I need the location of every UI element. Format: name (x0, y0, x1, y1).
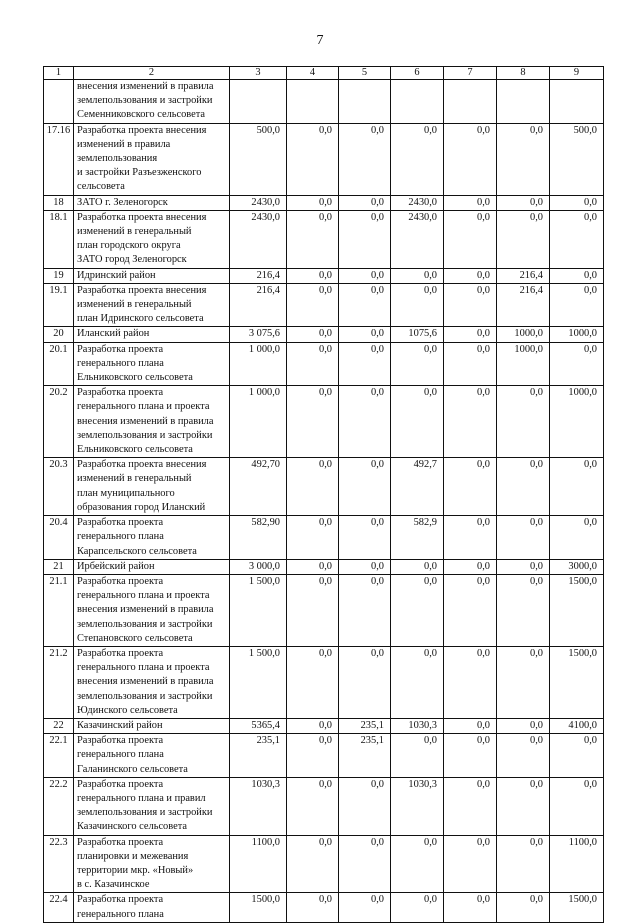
value-cell: 0,0 (339, 777, 391, 835)
description-line: Разработка проекта (77, 575, 164, 587)
value-cell: 0,0 (444, 283, 497, 327)
value-cell: 0,0 (339, 516, 391, 560)
value-cell: 0,0 (339, 386, 391, 458)
value-cell: 0,0 (287, 777, 339, 835)
description-line: землепользования и застройки (77, 429, 213, 441)
value-cell: 0,0 (391, 342, 444, 386)
value-cell: 1 000,0 (230, 386, 287, 458)
value-cell: 216,4 (497, 283, 550, 327)
value-cell: 0,0 (497, 195, 550, 210)
value-cell: 235,1 (339, 734, 391, 778)
value-cell: 0,0 (287, 835, 339, 893)
value-cell: 0,0 (497, 386, 550, 458)
value-cell: 0,0 (391, 559, 444, 574)
value-cell: 0,0 (550, 734, 604, 778)
value-cell: 216,4 (497, 268, 550, 283)
value-cell: 0,0 (339, 123, 391, 195)
header-cell: 3 (230, 67, 287, 80)
value-cell: 0,0 (444, 574, 497, 646)
value-cell: 0,0 (287, 646, 339, 718)
description-line: Иланский район (77, 328, 150, 340)
description-line: территории мкр. «Новый» (77, 864, 194, 876)
value-cell: 0,0 (497, 458, 550, 516)
value-cell: 0,0 (287, 210, 339, 268)
row-description (74, 516, 230, 560)
value-cell: 0,0 (444, 516, 497, 560)
row-description (74, 718, 230, 733)
value-cell: 1000,0 (497, 342, 550, 386)
value-cell: 0,0 (550, 268, 604, 283)
table-row (44, 123, 604, 195)
value-cell: 0,0 (287, 574, 339, 646)
value-cell: 0,0 (550, 777, 604, 835)
value-cell: 0,0 (444, 210, 497, 268)
description-line: генерального плана (77, 531, 164, 543)
row-description (74, 80, 230, 124)
value-cell: 0,0 (339, 268, 391, 283)
value-cell: 0,0 (444, 646, 497, 718)
row-number: 19 (44, 268, 74, 283)
value-cell: 1030,3 (230, 777, 287, 835)
row-number: 20.4 (44, 516, 74, 560)
value-cell: 0,0 (391, 893, 444, 922)
value-cell: 0,0 (339, 210, 391, 268)
value-cell: 0,0 (391, 574, 444, 646)
value-cell: 582,90 (230, 516, 287, 560)
value-cell: 0,0 (287, 327, 339, 342)
description-line: в с. Казачинское (77, 879, 150, 891)
value-cell: 0,0 (287, 342, 339, 386)
description-line: Казачинского сельсовета (77, 821, 187, 833)
description-line: генерального плана и правил (77, 792, 206, 804)
value-cell: 0,0 (444, 777, 497, 835)
value-cell: 3 000,0 (230, 559, 287, 574)
table-row (44, 268, 604, 283)
value-cell: 0,0 (391, 835, 444, 893)
value-cell: 0,0 (444, 718, 497, 733)
description-line: Ельниковского сельсовета (77, 444, 193, 456)
row-description (74, 559, 230, 574)
table-row (44, 893, 604, 922)
value-cell: 1500,0 (550, 893, 604, 922)
value-cell: 5365,4 (230, 718, 287, 733)
value-cell: 0,0 (287, 718, 339, 733)
row-description (74, 574, 230, 646)
value-cell: 0,0 (550, 195, 604, 210)
table-row (44, 516, 604, 560)
value-cell: 0,0 (550, 283, 604, 327)
description-line: Разработка проекта внесения (77, 459, 207, 471)
header-cell: 8 (497, 67, 550, 80)
row-number: 21.2 (44, 646, 74, 718)
description-line: план Идринского сельсовета (77, 313, 204, 325)
page-number: 7 (316, 33, 324, 48)
value-cell: 1000,0 (550, 327, 604, 342)
table-row (44, 283, 604, 327)
value-cell: 0,0 (287, 559, 339, 574)
value-cell: 2430,0 (391, 210, 444, 268)
value-cell: 1075,6 (391, 327, 444, 342)
row-number: 20 (44, 327, 74, 342)
row-description (74, 195, 230, 210)
value-cell: 1500,0 (550, 574, 604, 646)
value-cell: 0,0 (497, 210, 550, 268)
value-cell: 0,0 (497, 893, 550, 922)
value-cell: 1100,0 (230, 835, 287, 893)
value-cell (391, 80, 444, 124)
description-line: землепользования и застройки (77, 618, 213, 630)
description-line: ЗАТО город Зеленогорск (77, 254, 187, 266)
value-cell: 0,0 (444, 327, 497, 342)
value-cell: 1500,0 (550, 646, 604, 718)
value-cell: 0,0 (444, 734, 497, 778)
row-number: 22 (44, 718, 74, 733)
description-line: планировки и межевания (77, 850, 189, 862)
description-line: Разработка проекта (77, 517, 164, 529)
row-description (74, 268, 230, 283)
value-cell: 0,0 (497, 559, 550, 574)
description-line: изменений в генеральный (77, 473, 192, 485)
description-line: землепользования и застройки (77, 807, 213, 819)
table-row (44, 80, 604, 124)
table-row (44, 718, 604, 733)
value-cell: 0,0 (287, 195, 339, 210)
value-cell: 0,0 (391, 123, 444, 195)
header-cell: 5 (339, 67, 391, 80)
description-line: Разработка проекта внесения (77, 124, 207, 136)
description-line: Ельниковского сельсовета (77, 372, 193, 384)
row-number: 20.1 (44, 342, 74, 386)
value-cell: 0,0 (497, 123, 550, 195)
value-cell: 0,0 (391, 283, 444, 327)
description-line: Ирбейский район (77, 560, 155, 572)
description-line: внесения изменений в правила (77, 81, 214, 92)
value-cell: 216,4 (230, 283, 287, 327)
value-cell: 2430,0 (230, 195, 287, 210)
value-cell: 216,4 (230, 268, 287, 283)
table-row (44, 574, 604, 646)
value-cell: 500,0 (230, 123, 287, 195)
table-body (44, 67, 604, 923)
description-line: план муниципального (77, 487, 175, 499)
value-cell: 0,0 (497, 835, 550, 893)
row-description (74, 327, 230, 342)
description-line: ЗАТО г. Зеленогорск (77, 196, 168, 208)
description-line: внесения изменений в правила (77, 676, 214, 688)
description-line: генерального плана и проекта (77, 662, 210, 674)
value-cell: 0,0 (444, 458, 497, 516)
value-cell: 1030,3 (391, 718, 444, 733)
value-cell: 0,0 (497, 574, 550, 646)
table-row (44, 777, 604, 835)
description-line: Степановского сельсовета (77, 632, 193, 644)
description-line: генерального плана (77, 908, 164, 920)
row-number: 22.1 (44, 734, 74, 778)
value-cell: 0,0 (339, 559, 391, 574)
value-cell: 492,7 (391, 458, 444, 516)
value-cell: 0,0 (391, 734, 444, 778)
value-cell: 1500,0 (230, 893, 287, 922)
value-cell: 0,0 (391, 268, 444, 283)
row-description (74, 123, 230, 195)
table-row (44, 342, 604, 386)
description-line: Семенниковского сельсовета (77, 109, 206, 121)
description-line: внесения изменений в правила (77, 415, 214, 427)
description-line: генерального плана и проекта (77, 590, 210, 602)
value-cell: 0,0 (444, 835, 497, 893)
value-cell: 0,0 (339, 283, 391, 327)
description-line: Юдинского сельсовета (77, 704, 178, 716)
row-description (74, 734, 230, 778)
description-line: изменений в генеральный (77, 226, 192, 238)
value-cell: 0,0 (550, 516, 604, 560)
header-row (44, 67, 604, 80)
description-line: образования город Иланский (77, 501, 206, 513)
value-cell: 500,0 (550, 123, 604, 195)
description-line: Идринский район (77, 269, 156, 281)
description-line: и застройки Разъезженского (77, 167, 202, 179)
value-cell: 0,0 (287, 283, 339, 327)
row-number (44, 80, 74, 124)
table-row (44, 195, 604, 210)
description-line: Разработка проекта (77, 647, 164, 659)
description-line: Разработка проекта (77, 387, 164, 399)
value-cell: 1 500,0 (230, 646, 287, 718)
value-cell: 0,0 (444, 195, 497, 210)
value-cell: 0,0 (339, 893, 391, 922)
description-line: Разработка проекта (77, 836, 164, 848)
row-number: 21.1 (44, 574, 74, 646)
value-cell: 1 500,0 (230, 574, 287, 646)
value-cell: 0,0 (287, 893, 339, 922)
description-line: сельсовета (77, 181, 125, 193)
value-cell: 0,0 (287, 734, 339, 778)
row-number: 18 (44, 195, 74, 210)
value-cell (497, 80, 550, 124)
header-cell: 6 (391, 67, 444, 80)
value-cell: 0,0 (287, 386, 339, 458)
value-cell: 492,70 (230, 458, 287, 516)
table-row (44, 386, 604, 458)
row-number: 22.2 (44, 777, 74, 835)
value-cell: 0,0 (339, 342, 391, 386)
row-description (74, 777, 230, 835)
table-row (44, 458, 604, 516)
value-cell: 0,0 (550, 342, 604, 386)
value-cell: 1030,3 (391, 777, 444, 835)
description-line: Галанинского сельсовета (77, 763, 188, 775)
description-line: землепользования и застройки (77, 95, 213, 107)
value-cell (444, 80, 497, 124)
description-line: Разработка проекта (77, 343, 164, 355)
value-cell: 0,0 (287, 268, 339, 283)
value-cell: 0,0 (287, 516, 339, 560)
row-number: 19.1 (44, 283, 74, 327)
description-line: землепользования (77, 153, 158, 165)
row-description (74, 386, 230, 458)
row-number: 18.1 (44, 210, 74, 268)
header-cell: 9 (550, 67, 604, 80)
value-cell: 1000,0 (550, 386, 604, 458)
description-line: генерального плана и проекта (77, 401, 210, 413)
description-line: Разработка проекта (77, 894, 164, 906)
value-cell: 0,0 (444, 123, 497, 195)
description-line: Казачинский район (77, 719, 163, 731)
value-cell: 0,0 (444, 342, 497, 386)
value-cell: 1 000,0 (230, 342, 287, 386)
row-description (74, 893, 230, 922)
row-number: 17.16 (44, 123, 74, 195)
header-cell: 7 (444, 67, 497, 80)
value-cell: 0,0 (444, 386, 497, 458)
budget-table (43, 66, 604, 923)
description-line: план городского округа (77, 240, 181, 252)
value-cell: 0,0 (497, 777, 550, 835)
value-cell: 0,0 (444, 559, 497, 574)
description-line: внесения изменений в правила (77, 604, 214, 616)
value-cell: 3000,0 (550, 559, 604, 574)
description-line: Разработка проекта внесения (77, 211, 207, 223)
value-cell: 0,0 (444, 268, 497, 283)
value-cell: 1100,0 (550, 835, 604, 893)
value-cell: 0,0 (391, 646, 444, 718)
row-description (74, 458, 230, 516)
description-line: Разработка проекта (77, 778, 164, 790)
header-cell: 4 (287, 67, 339, 80)
value-cell: 0,0 (339, 574, 391, 646)
value-cell: 0,0 (287, 123, 339, 195)
table-row (44, 734, 604, 778)
value-cell (230, 80, 287, 124)
description-line: генерального плана (77, 749, 164, 761)
value-cell: 235,1 (339, 718, 391, 733)
table-row (44, 646, 604, 718)
row-number: 22.4 (44, 893, 74, 922)
description-line: изменений в правила (77, 138, 171, 150)
value-cell: 0,0 (391, 386, 444, 458)
row-number: 21 (44, 559, 74, 574)
value-cell: 0,0 (444, 893, 497, 922)
row-description (74, 342, 230, 386)
description-line: генерального плана (77, 357, 164, 369)
value-cell: 0,0 (497, 646, 550, 718)
value-cell: 1000,0 (497, 327, 550, 342)
description-line: изменений в генеральный (77, 299, 192, 311)
header-cell: 2 (74, 67, 230, 80)
row-description (74, 835, 230, 893)
value-cell: 582,9 (391, 516, 444, 560)
value-cell: 2430,0 (391, 195, 444, 210)
description-line: Карапсельского сельсовета (77, 545, 197, 557)
description-line: Разработка проекта (77, 735, 164, 747)
value-cell: 0,0 (339, 458, 391, 516)
value-cell: 3 075,6 (230, 327, 287, 342)
value-cell: 0,0 (550, 210, 604, 268)
value-cell: 0,0 (339, 195, 391, 210)
value-cell: 0,0 (339, 646, 391, 718)
row-number: 20.2 (44, 386, 74, 458)
value-cell: 235,1 (230, 734, 287, 778)
value-cell: 0,0 (550, 458, 604, 516)
value-cell (550, 80, 604, 124)
row-number: 22.3 (44, 835, 74, 893)
row-description (74, 210, 230, 268)
value-cell: 0,0 (339, 327, 391, 342)
value-cell (339, 80, 391, 124)
table-row (44, 835, 604, 893)
table-row (44, 559, 604, 574)
value-cell: 0,0 (497, 516, 550, 560)
value-cell (287, 80, 339, 124)
value-cell: 0,0 (339, 835, 391, 893)
value-cell: 0,0 (287, 458, 339, 516)
row-description (74, 283, 230, 327)
value-cell: 0,0 (497, 718, 550, 733)
row-description (74, 646, 230, 718)
description-line: Разработка проекта внесения (77, 284, 207, 296)
value-cell: 0,0 (497, 734, 550, 778)
table-row (44, 210, 604, 268)
table-row (44, 327, 604, 342)
header-cell: 1 (44, 67, 74, 80)
value-cell: 4100,0 (550, 718, 604, 733)
value-cell: 2430,0 (230, 210, 287, 268)
row-number: 20.3 (44, 458, 74, 516)
description-line: землепользования и застройки (77, 690, 213, 702)
